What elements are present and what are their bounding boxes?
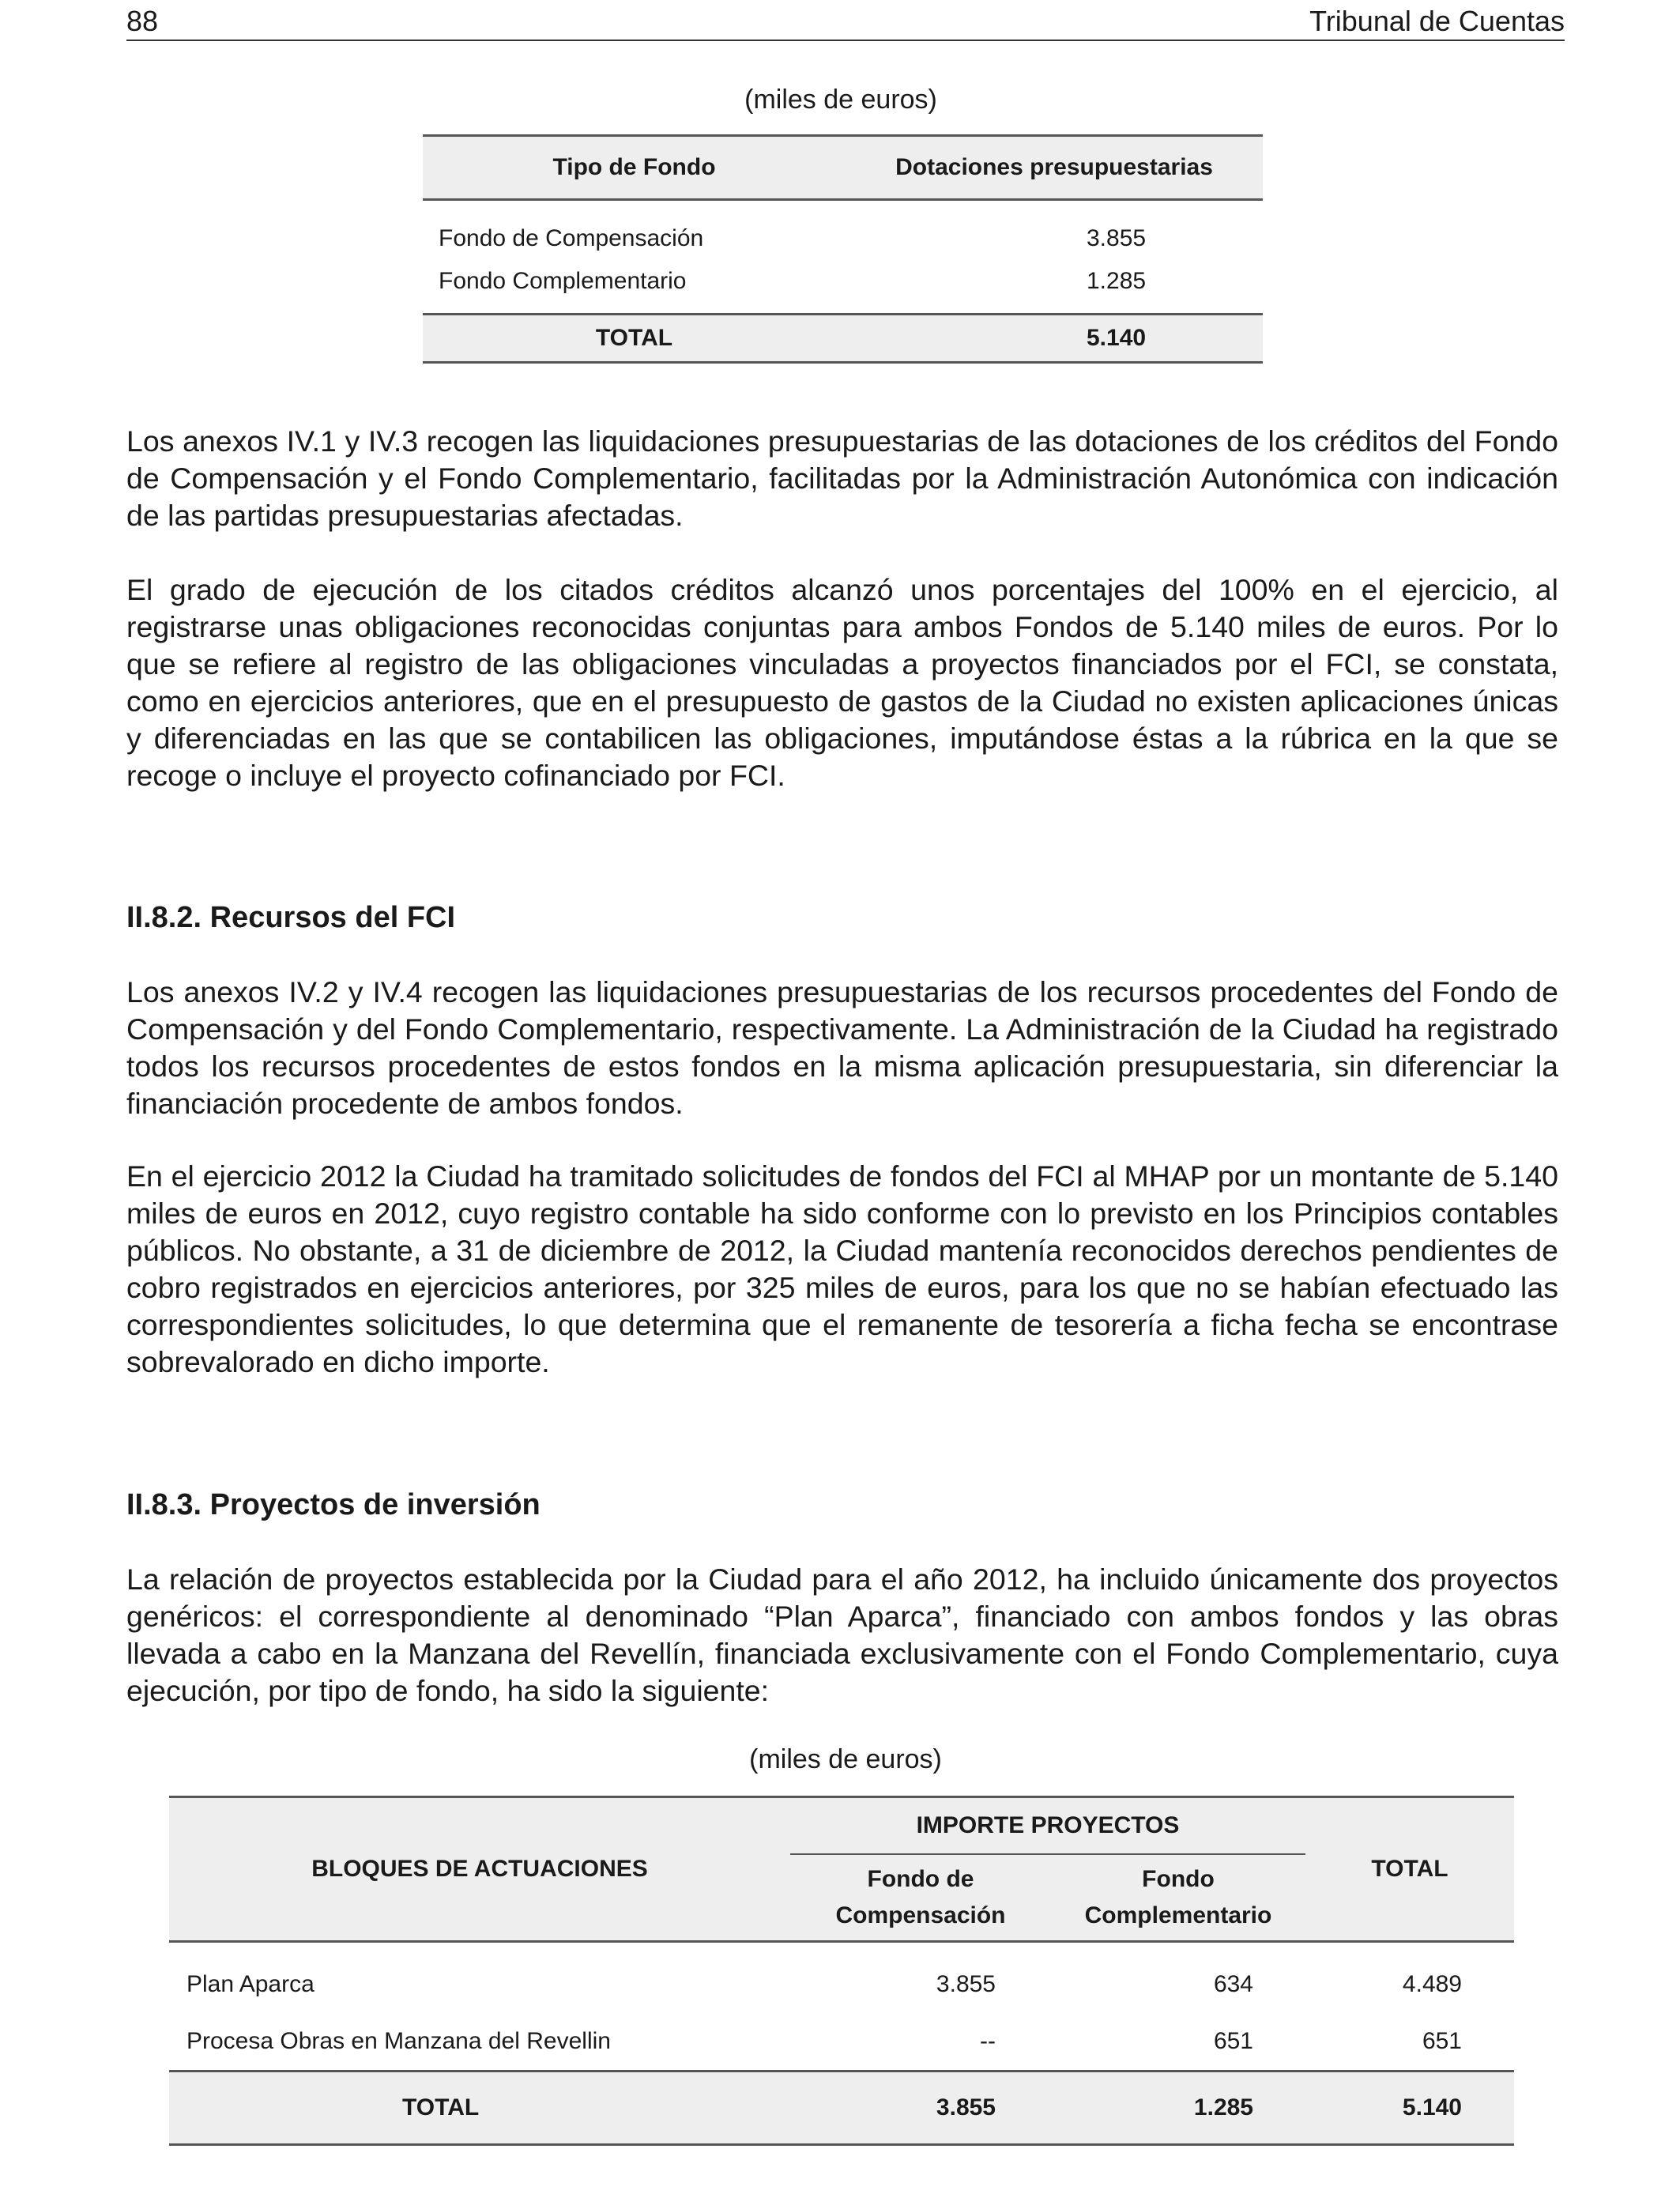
total-fc: 3.855	[790, 2071, 1051, 2145]
total-total: 5.140	[1305, 2071, 1514, 2145]
table-row	[169, 1942, 1514, 2014]
total-value: 5.140	[846, 315, 1263, 363]
col-fondo-compensacion	[790, 1854, 1051, 1942]
col-fc-line2: Compensación	[835, 1902, 1006, 1928]
paragraph-anexos-iv2: Los anexos IV.2 y IV.4 recogen las liquidaciones presupuestarias de los recursos procedentes del Fondo de Compensación y del Fondo Complementario, respectivamente. La Administración de la Ciudad ha registrado todos los recursos procedentes de estos fondos en la misma aplicación presupuestaria, sin diferenciar la financiación procedente de ambos fondos.	[126, 975, 1558, 1120]
row-fc: --	[980, 2028, 996, 2054]
section-heading-recursos: II.8.2. Recursos del FCI	[126, 901, 456, 934]
table-proyectos	[169, 1796, 1514, 2146]
col-tipo-fondo: Tipo de Fondo	[423, 136, 846, 200]
row-value: 1.285	[1087, 268, 1147, 294]
table-row	[423, 260, 1263, 315]
row-name: Plan Aparca	[186, 1971, 315, 1997]
page-number: 88	[126, 5, 159, 37]
organization-name: Tribunal de Cuentas	[1309, 5, 1565, 37]
row-value: 3.855	[1087, 225, 1147, 251]
table-total-row	[169, 2071, 1514, 2145]
col-fondo-complementario	[1051, 1854, 1305, 1942]
row-name: Fondo Complementario	[439, 268, 687, 294]
table-header-row	[169, 1797, 1514, 1855]
total-label: TOTAL	[423, 315, 846, 363]
row-fcomp: 634	[1213, 1971, 1253, 1997]
paragraph-grado-ejecucion: El grado de ejecución de los citados créditos alcanzó unos porcentajes del 100% en el ejercicio, al registrarse unas obligaciones reconocidas conjuntas para ambos Fondos de 5.140 miles de euros. Por lo que se refiere al registro de las obligaciones vinculadas a proyectos financiados por el FCI, se constata, como en ejercicios anteriores, que en el presupuesto de gastos de la Ciudad no existen aplicaciones únicas y diferenciadas en las que se contabilicen las obligaciones, imputándose éstas a la rúbrica en la que se recoge o incluye el proyecto cofinanciado por FCI.	[126, 573, 1558, 792]
col-fcomp-line1: Fondo	[1142, 1866, 1215, 1892]
table-header-row	[423, 136, 1263, 200]
total-fcomp: 1.285	[1051, 2071, 1305, 2145]
paragraph-ejercicio-2012: En el ejercicio 2012 la Ciudad ha tramitado solicitudes de fondos del FCI al MHAP por un montante de 5.140 miles de euros en 2012, cuyo registro contable ha sido conforme con lo previsto en los Principios contables públicos. No obstante, a 31 de diciembre de 2012, la Ciudad mantenía reconocidos derechos pendientes de cobro registrados en ejercicios anteriores, por 325 miles de euros, para los que no se habían efectuado las correspondientes solicitudes, lo que determina que el remanente de tesorería a ficha fecha se encontrase sobrevalorado en dicho importe.	[126, 1159, 1558, 1378]
page-header	[126, 3, 1565, 41]
row-total: 651	[1422, 2028, 1462, 2054]
table-dotaciones	[423, 134, 1263, 364]
table-total-row	[423, 315, 1263, 363]
paragraph-relacion-proyectos: La relación de proyectos establecida por la Ciudad para el año 2012, ha incluido únicamente dos proyectos genéricos: el correspondiente al denominado “Plan Aparca”, financiado con ambos fondos y las obras llevada a cabo en la Manzana del Revellín, financiada exclusivamente con el Fondo Complementario, cuya ejecución, por tipo de fondo, ha sido la siguiente:	[126, 1563, 1558, 1707]
row-fcomp: 651	[1213, 2028, 1253, 2054]
table1-units: (miles de euros)	[744, 85, 937, 115]
section-heading-proyectos: II.8.3. Proyectos de inversión	[126, 1488, 541, 1521]
col-dotaciones: Dotaciones presupuestarias	[846, 136, 1263, 200]
col-total: TOTAL	[1305, 1797, 1514, 1942]
row-name: Fondo de Compensación	[439, 225, 704, 251]
col-fcomp-line2: Complementario	[1084, 1902, 1272, 1928]
row-total: 4.489	[1402, 1971, 1462, 1997]
table-row	[169, 2013, 1514, 2071]
table-row	[423, 200, 1263, 261]
table2-units: (miles de euros)	[749, 1744, 942, 1774]
row-fc: 3.855	[936, 1971, 996, 1997]
col-importe-proyectos: IMPORTE PROYECTOS	[790, 1797, 1305, 1855]
total-label: TOTAL	[169, 2071, 790, 2145]
paragraph-anexos-iv1: Los anexos IV.1 y IV.3 recogen las liquidaciones presupuestarias de las dotaciones de los créditos del Fondo de Compensación y el Fondo Complementario, facilitadas por la Administración Autonómica con indicación de las partidas presupuestarias afectadas.	[126, 424, 1558, 532]
row-name: Procesa Obras en Manzana del Revellin	[186, 2028, 611, 2054]
col-bloques: BLOQUES DE ACTUACIONES	[169, 1797, 790, 1942]
col-fc-line1: Fondo de	[867, 1866, 974, 1892]
